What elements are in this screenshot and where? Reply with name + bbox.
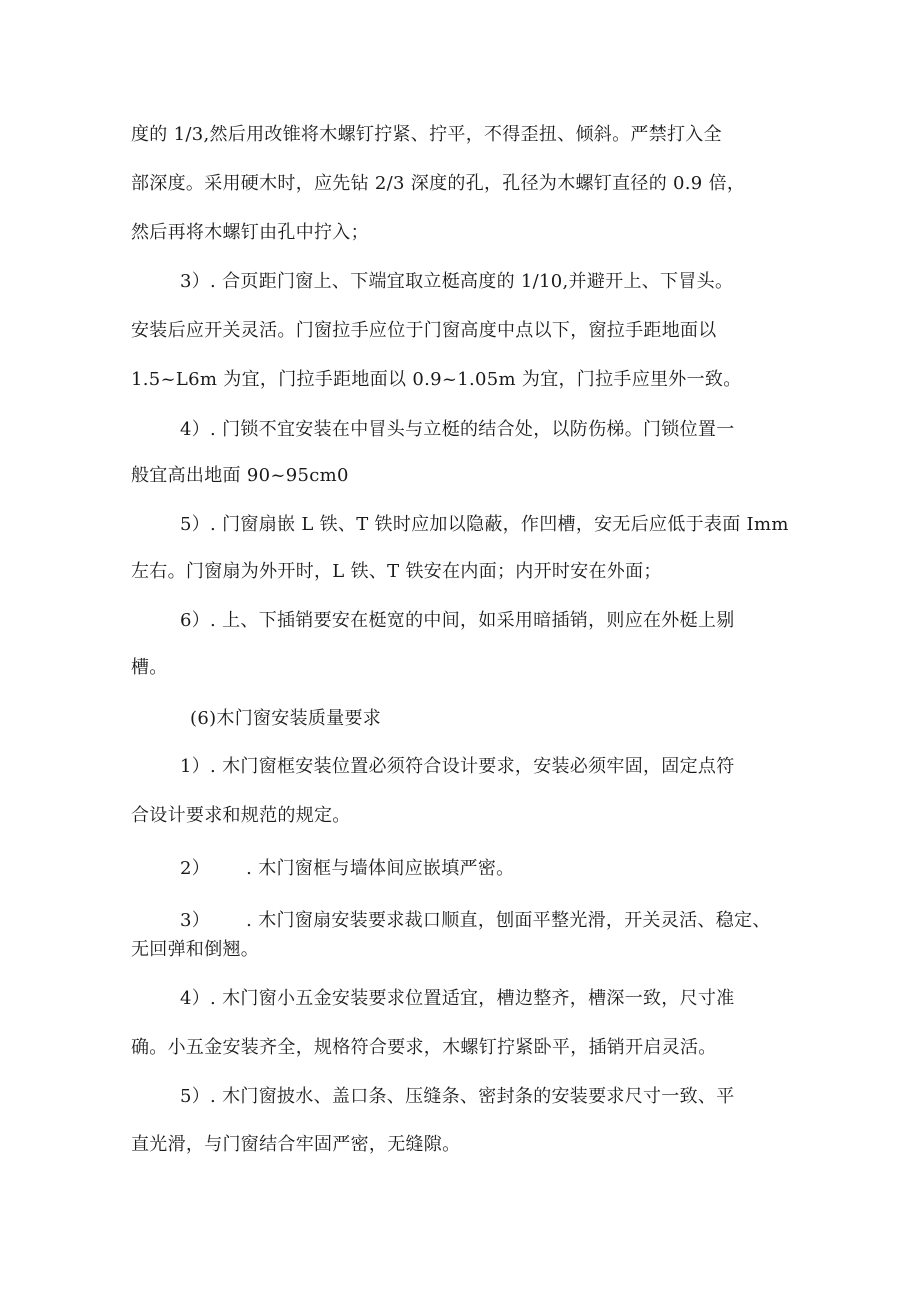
text-line: 度的 1/3,然后用改锥将木螺钉拧紧、拧平，不得歪扭、倾斜。严禁打入全: [131, 124, 722, 145]
text-line: 合设计要求和规范的规定。: [131, 805, 351, 826]
text-line: 3）. 合页距门窗上、下端宜取立梃高度的 1/10,并避开上、下冒头。: [180, 271, 734, 292]
text-line: 2） . 木门窗框与墙体间应嵌填严密。: [180, 858, 515, 879]
text-line: 槽。: [131, 657, 168, 678]
text-line: 6）. 上、下插销要安在梃宽的中间，如采用暗插销，则应在外梃上剔: [180, 610, 735, 631]
text-line: 直光滑，与门窗结合牢固严密，无缝隙。: [131, 1134, 461, 1155]
text-line: 无回弹和倒翘。: [131, 939, 260, 960]
text-line: 5）. 门窗扇嵌 L 铁、T 铁时应加以隐蔽，作凹槽，安无后应低于表面 Imm: [180, 514, 789, 535]
text-line: 左右。门窗扇为外开时，L 铁、T 铁安在内面；内开时安在外面；: [131, 561, 662, 582]
text-line: 4）. 门锁不宜安装在中冒头与立梃的结合处，以防伤梯。门锁位置一: [180, 419, 735, 440]
text-line: 3） . 木门窗扇安装要求裁口顺直，刨面平整光滑，开关灵活、稳定、: [180, 910, 771, 931]
text-line: 部深度。采用硬木时，应先钻 2/3 深度的孔，孔径为木螺钉直径的 0.9 倍，: [131, 173, 746, 194]
text-line: 安装后应开关灵活。门窗拉手应位于门窗高度中点以下，窗拉手距地面以: [131, 320, 717, 341]
text-line: 4）. 木门窗小五金安装要求位置适宜，槽边整齐，槽深一致，尺寸准: [180, 988, 735, 1009]
text-line: 1）. 木门窗框安装位置必须符合设计要求，安装必须牢固，固定点符: [180, 756, 735, 777]
text-line: 1.5~L6m 为宜，门拉手距地面以 0.9~1.05m 为宜，门拉手应里外一致。: [131, 369, 742, 390]
section-heading: (6)木门窗安装质量要求: [190, 708, 382, 729]
text-line: 确。小五金安装齐全，规格符合要求，木螺钉拧紧卧平，插销开启灵活。: [131, 1037, 717, 1058]
text-line: 然后再将木螺钉由孔中拧入；: [131, 222, 369, 243]
text-line: 5）. 木门窗披水、盖口条、压缝条、密封条的安装要求尺寸一致、平: [180, 1086, 735, 1107]
text-line: 般宜高出地面 90~95cm0: [131, 465, 349, 486]
